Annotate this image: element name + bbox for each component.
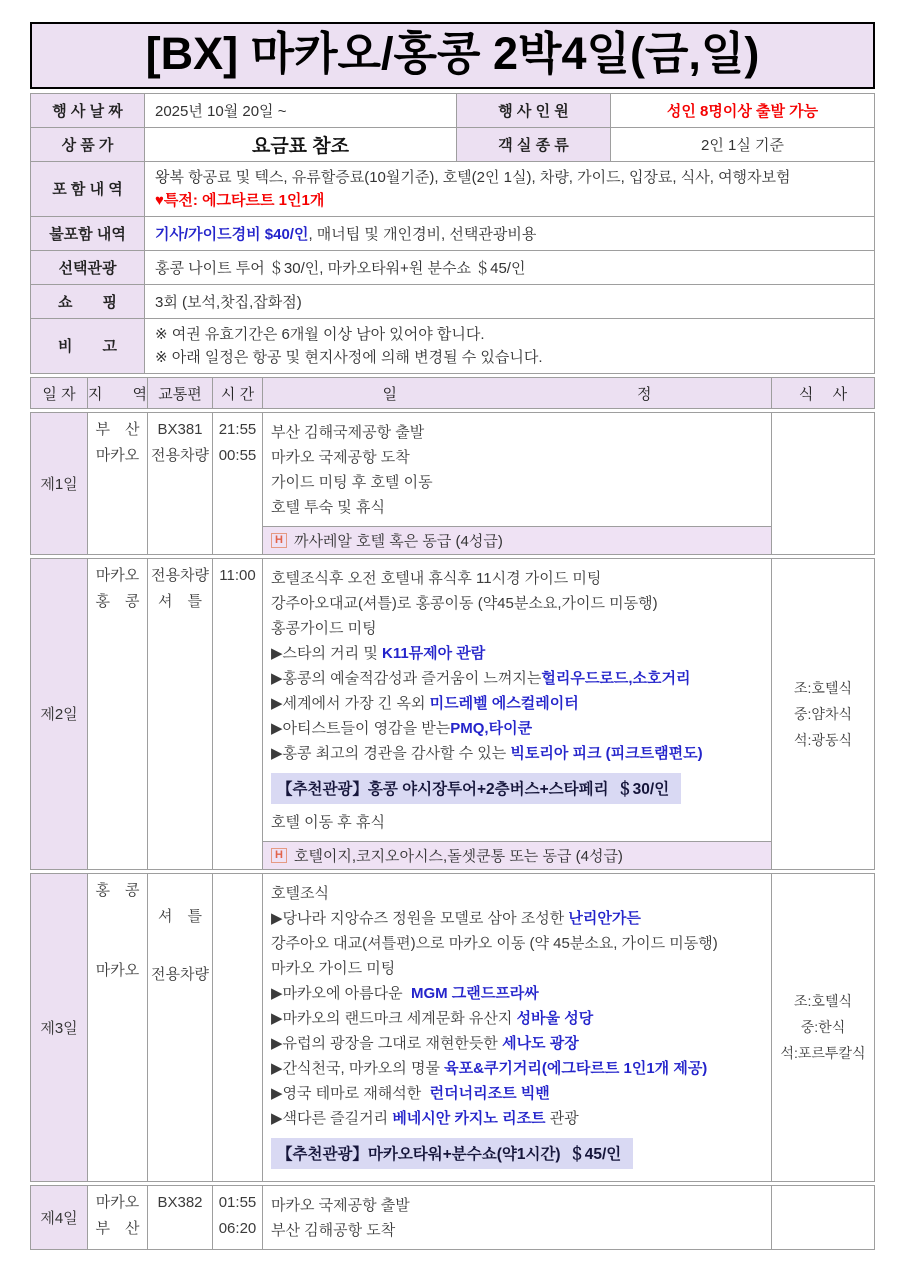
itinerary-cell bbox=[263, 413, 772, 554]
optional-tour-value: 홍콩 나이트 투어 ＄30/인, 마카오타워+원 분수쇼 ＄45/인 bbox=[155, 259, 526, 277]
recommended-tour-text: 【추천관광】마카오타워+분수쇼(약1시간) ＄45/인 bbox=[271, 1138, 633, 1169]
room-type-value: 2인 1실 기준 bbox=[701, 136, 784, 154]
hotel-name: 까사레알 호텔 혹은 동급 (4성급) bbox=[293, 532, 503, 550]
itinerary-text: ▶당나라 지앙슈즈 정원을 모델로 삼아 조성한 bbox=[271, 909, 569, 927]
info-row-excluded bbox=[31, 216, 874, 250]
price-label: 상 품 가 bbox=[31, 128, 145, 161]
itinerary-text: ▶아티스트들이 영감을 받는 bbox=[271, 719, 451, 737]
itinerary-text: ▶세계에서 가장 긴 옥외 bbox=[271, 694, 430, 712]
itinerary-text: ▶스타의 거리 및 bbox=[271, 644, 382, 662]
time-item: 21:55 bbox=[218, 420, 257, 438]
itinerary-text: 마카오 국제공항 도착 bbox=[271, 448, 410, 466]
hotel-row bbox=[263, 841, 771, 869]
itinerary-text: 호텔조식 bbox=[271, 884, 329, 902]
header-time: 시 간 bbox=[213, 378, 263, 408]
attendees-value: 성인 8명이상 출발 가능 bbox=[666, 102, 819, 120]
transport-cell bbox=[148, 559, 213, 869]
excluded-rest-text: , 매너팁 및 개인경비, 선택관광비용 bbox=[308, 225, 537, 243]
itinerary-text: 호텔조식후 오전 호텔내 휴식후 11시경 가이드 미팅 bbox=[271, 569, 602, 587]
itinerary-text: ▶유럽의 광장을 그대로 재현한듯한 bbox=[271, 1034, 503, 1052]
itinerary-text: 강주아오대교(셔틀)로 홍콩이동 (약45분소요,가이드 미동행) bbox=[271, 594, 658, 612]
itinerary-text: 마카오 가이드 미팅 bbox=[271, 959, 396, 977]
hotel-name: 호텔이지,코지오아시스,돌셋쿤통 또는 동급 (4성급) bbox=[293, 847, 623, 865]
hotel-row bbox=[263, 526, 771, 554]
transport-item: 셔 틀 bbox=[158, 592, 202, 610]
itinerary-text: ▶홍콩 최고의 경관을 감사할 수 있는 bbox=[271, 744, 511, 762]
itinerary-line bbox=[271, 1193, 763, 1218]
info-row-shopping bbox=[31, 284, 874, 318]
itinerary-lines bbox=[263, 559, 771, 841]
itinerary-text: 가이드 미팅 후 호텔 이동 bbox=[271, 473, 433, 491]
recommended-tour-text: 【추천관광】홍콩 야시장투어+2층버스+스타페리 ＄30/인 bbox=[271, 773, 681, 804]
transport-item: 전용차량 bbox=[151, 965, 209, 983]
transport-item: 셔 틀 bbox=[158, 907, 202, 925]
info-row-included bbox=[31, 161, 874, 216]
day-label-text: 제3일 bbox=[40, 1019, 78, 1037]
time-cell bbox=[213, 1186, 263, 1249]
region-cell bbox=[88, 413, 148, 554]
itinerary-lines bbox=[263, 874, 771, 1181]
itinerary-line bbox=[271, 566, 763, 591]
meal-item: 중:얌차식 bbox=[794, 705, 852, 722]
price-value: 요금표 참조 bbox=[251, 135, 350, 157]
highlight-attraction-text: K11뮤제아 관람 bbox=[381, 644, 486, 662]
schedule-day-4 bbox=[30, 1185, 875, 1250]
included-line1: 왕복 항공료 및 텍스, 유류할증료(10월기준), 호텔(2인 1실), 차량, 가이드, 입장료, 식사, 여행자보험 bbox=[155, 168, 791, 186]
info-row-price bbox=[31, 127, 874, 161]
itinerary-text: ▶홍콩의 예술적감성과 즐거움이 느껴지는 bbox=[271, 669, 542, 687]
header-day: 일 자 bbox=[31, 378, 88, 408]
meals-cell bbox=[772, 874, 874, 1181]
day-label-text: 제2일 bbox=[40, 706, 78, 723]
time-item: 06:20 bbox=[218, 1219, 257, 1237]
itinerary-line bbox=[271, 1081, 763, 1106]
itinerary-lines bbox=[263, 1186, 771, 1249]
shopping-value: 3회 (보석,찻집,잡화점) bbox=[155, 293, 302, 311]
itinerary-line bbox=[271, 470, 763, 495]
region-cell bbox=[88, 559, 148, 869]
info-row-note bbox=[31, 318, 874, 373]
day-label bbox=[31, 1186, 88, 1249]
event-date-value: 2025년 10월 20일 ~ bbox=[155, 102, 287, 120]
highlight-attraction-text: 미드레벨 에스컬레이터 bbox=[429, 694, 579, 712]
itinerary-line bbox=[271, 666, 763, 691]
meals-cell bbox=[772, 1186, 874, 1249]
highlight-attraction-text: 빅토리아 피크 (피크트램편도) bbox=[510, 744, 703, 762]
note-label: 비 고 bbox=[31, 319, 145, 373]
itinerary-line bbox=[271, 931, 763, 956]
excluded-value bbox=[145, 217, 874, 250]
transport-cell bbox=[148, 413, 213, 554]
region-item: 마카오 bbox=[95, 446, 140, 464]
time-cell bbox=[213, 413, 263, 554]
itinerary-line bbox=[271, 445, 763, 470]
itinerary-text: 부산 김해국제공항 출발 bbox=[271, 423, 425, 441]
hotel-marker-icon: H bbox=[271, 848, 287, 863]
itinerary-text: 호텔 이동 후 휴식 bbox=[271, 813, 385, 831]
schedule-days bbox=[30, 412, 875, 1250]
itinerary-text: 부산 김해공항 도착 bbox=[271, 1221, 396, 1239]
attendees-label: 행 사 인 원 bbox=[456, 94, 611, 127]
transport-cell bbox=[148, 1186, 213, 1249]
header-transport: 교통편 bbox=[148, 378, 213, 408]
itinerary-cell bbox=[263, 874, 772, 1181]
time-item: 01:55 bbox=[218, 1193, 257, 1211]
recommended-tour-banner bbox=[271, 1138, 763, 1169]
itinerary-text: ▶영국 테마로 재해석한 bbox=[271, 1084, 430, 1102]
meal-item: 조:호텔식 bbox=[794, 993, 852, 1009]
highlight-attraction-text: 육포&쿠기거리(에그타르트 1인1개 제공) bbox=[444, 1059, 708, 1077]
included-value bbox=[145, 162, 874, 216]
included-label: 포 함 내 역 bbox=[31, 162, 145, 216]
itinerary-line bbox=[271, 691, 763, 716]
day-label bbox=[31, 874, 88, 1181]
room-type-label: 객 실 종 류 bbox=[456, 128, 611, 161]
itinerary-text: 홍콩가이드 미팅 bbox=[271, 619, 377, 637]
highlight-attraction-text: PMQ,타이쿤 bbox=[450, 719, 533, 737]
day-label-text: 제1일 bbox=[40, 475, 78, 493]
schedule-day-1 bbox=[30, 412, 875, 555]
optional-tour-label: 선택관광 bbox=[31, 251, 145, 284]
region-item: 마카오 bbox=[95, 566, 140, 584]
transport-item: 전용차량 bbox=[151, 566, 209, 584]
itinerary-cell bbox=[263, 559, 772, 869]
meals-cell bbox=[772, 413, 874, 554]
itinerary-line bbox=[271, 741, 763, 766]
itinerary-text: 호텔 투숙 및 휴식 bbox=[271, 498, 385, 516]
meal-item: 석:포르투칼식 bbox=[780, 1045, 866, 1061]
region-cell bbox=[88, 874, 148, 1181]
itinerary-line bbox=[271, 716, 763, 741]
note-value bbox=[145, 319, 874, 373]
itinerary-line bbox=[271, 810, 763, 835]
header-meals: 식 사 bbox=[798, 385, 848, 403]
itinerary-lines bbox=[263, 413, 771, 526]
day-label-text: 제4일 bbox=[40, 1209, 78, 1227]
region-item: 홍 콩 bbox=[95, 592, 140, 610]
day-label bbox=[31, 559, 88, 869]
hotel-marker-icon: H bbox=[271, 533, 287, 548]
itinerary-text: ▶마카오의 랜드마크 세계문화 유산지 bbox=[271, 1009, 517, 1027]
schedule-header bbox=[30, 377, 875, 409]
itinerary-line bbox=[271, 881, 763, 906]
transport-item: BX381 bbox=[157, 420, 203, 438]
region-item: 홍 콩 bbox=[95, 881, 140, 899]
transport-item: 전용차량 bbox=[151, 446, 209, 464]
meal-item: 조:호텔식 bbox=[794, 679, 852, 696]
highlight-attraction-text: 베네시안 카지노 리조트 bbox=[392, 1109, 546, 1127]
itinerary-text: ▶색다른 즐길거리 bbox=[271, 1109, 393, 1127]
note-line2: ※ 아래 일정은 항공 및 현지사정에 의해 변경될 수 있습니다. bbox=[155, 348, 543, 366]
excluded-label: 불포함 내역 bbox=[31, 217, 145, 250]
itinerary-line bbox=[271, 906, 763, 931]
time-item: 11:00 bbox=[219, 566, 256, 584]
itinerary-line bbox=[271, 616, 763, 641]
time-item: 00:55 bbox=[218, 446, 257, 464]
recommended-tour-banner bbox=[271, 773, 763, 804]
highlight-attraction-text: 세나도 광장 bbox=[502, 1034, 579, 1052]
schedule-day-2 bbox=[30, 558, 875, 870]
region-item: 부 산 bbox=[95, 1219, 140, 1237]
itinerary-cell bbox=[263, 1186, 772, 1249]
info-row-optional-tour bbox=[31, 250, 874, 284]
highlight-attraction-text: 런더너리조트 빅밴 bbox=[429, 1084, 550, 1102]
time-cell bbox=[213, 559, 263, 869]
document-content bbox=[30, 22, 875, 1250]
region-item: 마카오 bbox=[95, 961, 140, 979]
itinerary-line bbox=[271, 420, 763, 445]
header-region: 지 역 bbox=[88, 378, 148, 408]
itinerary-line bbox=[271, 495, 763, 520]
transport-cell bbox=[148, 874, 213, 1181]
highlight-attraction-text: MGM 그랜드프라싸 bbox=[410, 984, 539, 1002]
event-date-label: 행 사 날 짜 bbox=[31, 94, 145, 127]
meal-item: 석:광동식 bbox=[794, 731, 852, 748]
time-cell bbox=[213, 874, 263, 1181]
itinerary-line bbox=[271, 956, 763, 981]
region-item: 부 산 bbox=[95, 420, 140, 438]
region-cell bbox=[88, 1186, 148, 1249]
note-line1: ※ 여권 유효기간은 6개월 이상 남아 있어야 합니다. bbox=[155, 325, 485, 343]
highlight-attraction-text: 난리안가든 bbox=[568, 909, 641, 927]
itinerary-line bbox=[271, 1006, 763, 1031]
itinerary-text: 마카오 국제공항 출발 bbox=[271, 1196, 410, 1214]
highlight-attraction-text: 성바울 성당 bbox=[516, 1009, 594, 1027]
info-table bbox=[30, 93, 875, 374]
itinerary-line bbox=[271, 641, 763, 666]
highlight-attraction-text: 헐리우드로드,소호거리 bbox=[541, 669, 691, 687]
header-itinerary: 일 정 bbox=[263, 378, 772, 408]
info-row-date bbox=[31, 94, 874, 127]
itinerary-line bbox=[271, 591, 763, 616]
page-title: [BX] 마카오/홍콩 2박4일(금,일) bbox=[30, 22, 875, 89]
itinerary-text: ▶간식천국, 마카오의 명물 bbox=[271, 1059, 445, 1077]
itinerary-text: ▶마카오에 아름다운 bbox=[271, 984, 411, 1002]
itinerary-line bbox=[271, 981, 763, 1006]
excluded-blue-text: 기사/가이드경비 $40/인 bbox=[155, 225, 309, 243]
region-item: 마카오 bbox=[95, 1193, 140, 1211]
meals-cell bbox=[772, 559, 874, 869]
included-line2: ♥특전: 에그타르트 1인1개 bbox=[155, 191, 325, 209]
itinerary-line bbox=[271, 1218, 763, 1243]
meal-item: 중:한식 bbox=[800, 1019, 846, 1035]
itinerary-line bbox=[271, 1106, 763, 1131]
itinerary-line bbox=[271, 1031, 763, 1056]
itinerary-text: 관광 bbox=[545, 1109, 579, 1127]
day-label bbox=[31, 413, 88, 554]
shopping-label: 쇼 핑 bbox=[31, 285, 145, 318]
transport-item: BX382 bbox=[157, 1193, 203, 1211]
schedule-day-3 bbox=[30, 873, 875, 1182]
itinerary-line bbox=[271, 1056, 763, 1081]
itinerary-text: 강주아오 대교(셔틀편)으로 마카오 이동 (약 45분소요, 가이드 미동행) bbox=[271, 934, 718, 952]
